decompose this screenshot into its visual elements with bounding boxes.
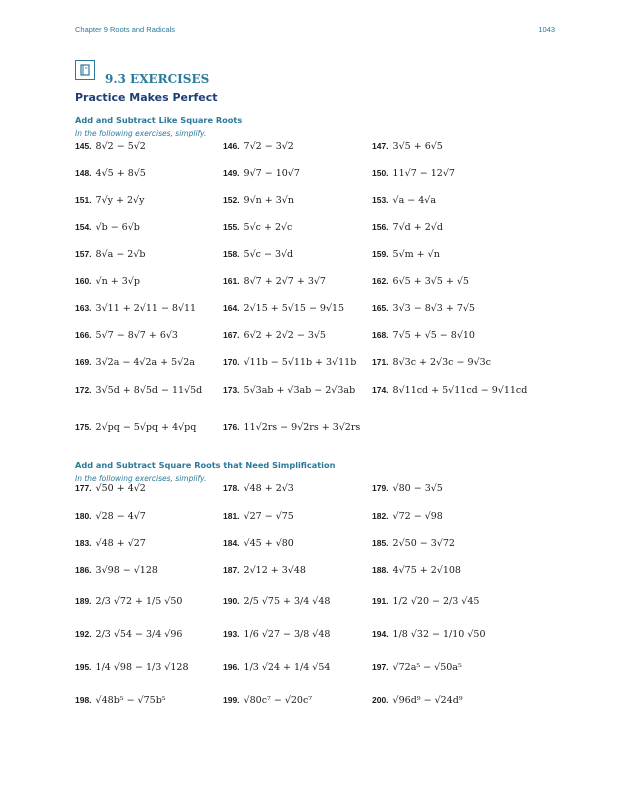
exercise-item	[223, 564, 306, 577]
exercise-number: 189.	[75, 596, 92, 606]
exercise-number: 178.	[223, 483, 240, 493]
exercise-item	[372, 356, 491, 369]
exercise-number: 168.	[372, 330, 389, 340]
exercise-item	[75, 329, 178, 342]
exercise-number: 183.	[75, 538, 92, 548]
exercise-expression: 8√3c + 2√3c − 9√3c	[392, 357, 491, 368]
exercise-item	[223, 384, 355, 397]
exercise-item	[75, 421, 196, 434]
exercise-expression: √b − 6√b	[95, 222, 140, 233]
exercise-expression: 3√5d + 8√5d − 11√5d	[95, 385, 203, 396]
exercise-number: 188.	[372, 565, 389, 575]
exercise-item	[75, 628, 182, 641]
exercise-number: 151.	[75, 195, 92, 205]
exercise-item	[372, 537, 455, 550]
exercise-item	[223, 661, 330, 674]
exercise-number: 164.	[223, 303, 240, 313]
exercise-item	[75, 140, 146, 153]
group-instruction: In the following exercises, simplify.	[75, 474, 207, 483]
exercise-expression: 8√2 − 5√2	[95, 141, 146, 152]
exercise-expression: 2√pq − 5√pq + 4√pq	[95, 422, 197, 433]
exercise-number: 185.	[372, 538, 389, 548]
exercise-item	[372, 595, 479, 608]
exercise-number: 159.	[372, 249, 389, 259]
exercise-item	[75, 248, 146, 261]
exercise-expression: 2/3 √54 − 3/4 √96	[95, 629, 183, 640]
page-number: 1043	[538, 25, 555, 34]
exercise-item	[223, 248, 293, 261]
exercise-expression: 4√5 + 8√5	[95, 168, 146, 179]
exercise-item	[372, 482, 443, 495]
exercise-expression: 9√7 − 10√7	[243, 168, 300, 179]
exercise-number: 163.	[75, 303, 92, 313]
exercise-item	[372, 248, 440, 261]
exercise-expression: 5√3ab + √3ab − 2√3ab	[243, 385, 356, 396]
exercise-item	[223, 482, 294, 495]
group-heading: Add and Subtract Square Roots that Need Simplification	[75, 460, 336, 470]
exercise-expression: 3√11 + 2√11 − 8√11	[95, 303, 197, 314]
exercise-expression: 8√11cd + 5√11cd − 9√11cd	[392, 385, 528, 396]
exercise-expression: √72a⁵ − √50a⁵	[392, 662, 462, 673]
exercise-number: 157.	[75, 249, 92, 259]
exercise-expression: 8√a − 2√b	[95, 249, 146, 260]
exercise-expression: √72 − √98	[392, 511, 443, 522]
exercise-expression: 11√7 − 12√7	[392, 168, 455, 179]
exercise-number: 173.	[223, 385, 240, 395]
exercise-item	[372, 384, 527, 397]
exercise-expression: 5√7 − 8√7 + 6√3	[95, 330, 178, 341]
exercise-number: 154.	[75, 222, 92, 232]
exercise-number: 165.	[372, 303, 389, 313]
exercise-number: 197.	[372, 662, 389, 672]
exercise-number: 195.	[75, 662, 92, 672]
exercise-item	[372, 275, 469, 288]
group-instruction: In the following exercises, simplify.	[75, 129, 207, 138]
exercise-expression: 1/4 √98 − 1/3 √128	[95, 662, 189, 673]
exercise-number: 198.	[75, 695, 92, 705]
exercise-expression: √80 − 3√5	[392, 483, 443, 494]
exercise-item	[372, 510, 443, 523]
exercise-expression: 6√2 + 2√2 − 3√5	[243, 330, 326, 341]
exercise-number: 196.	[223, 662, 240, 672]
exercise-item	[223, 694, 312, 707]
exercise-expression: 3√98 − √128	[95, 565, 158, 576]
exercise-expression: √50 + 4√2	[95, 483, 146, 494]
exercise-number: 167.	[223, 330, 240, 340]
exercise-expression: 3√2a − 4√2a + 5√2a	[95, 357, 195, 368]
exercise-number: 181.	[223, 511, 240, 521]
exercise-item	[75, 194, 144, 207]
chapter-header: Chapter 9 Roots and Radicals	[75, 25, 176, 34]
exercise-number: 180.	[75, 511, 92, 521]
exercise-expression: 8√7 + 2√7 + 3√7	[243, 276, 326, 287]
exercise-item	[372, 628, 486, 641]
exercise-expression: 2/3 √72 + 1/5 √50	[95, 596, 183, 607]
exercise-number: 182.	[372, 511, 389, 521]
exercise-number: 171.	[372, 357, 389, 367]
exercise-expression: 4√75 + 2√108	[392, 565, 461, 576]
exercise-item	[223, 329, 326, 342]
exercise-item	[372, 221, 443, 234]
exercise-expression: 5√c − 3√d	[243, 249, 294, 260]
exercise-number: 199.	[223, 695, 240, 705]
exercise-expression: 1/2 √20 − 2/3 √45	[392, 596, 480, 607]
exercise-number: 160.	[75, 276, 92, 286]
exercise-item	[75, 384, 202, 397]
exercise-item	[372, 564, 461, 577]
exercise-number: 186.	[75, 565, 92, 575]
exercise-number: 172.	[75, 385, 92, 395]
exercise-expression: √27 − √75	[243, 511, 294, 522]
exercise-number: 161.	[223, 276, 240, 286]
exercise-item	[372, 140, 443, 153]
exercise-item	[75, 564, 158, 577]
exercise-expression: 11√2rs − 9√2rs + 3√2rs	[243, 422, 361, 433]
exercise-item	[75, 356, 195, 369]
exercise-item	[223, 421, 360, 434]
exercise-number: 184.	[223, 538, 240, 548]
exercise-item	[372, 661, 462, 674]
exercise-number: 179.	[372, 483, 389, 493]
exercise-number: 153.	[372, 195, 389, 205]
notebook-icon	[75, 60, 95, 80]
exercise-expression: √28 − 4√7	[95, 511, 146, 522]
exercise-number: 175.	[75, 422, 92, 432]
exercise-item	[372, 167, 455, 180]
exercise-number: 147.	[372, 141, 389, 151]
exercise-item	[223, 595, 330, 608]
exercise-expression: √96d⁹ − √24d⁹	[392, 695, 463, 706]
exercise-number: 145.	[75, 141, 92, 151]
exercise-number: 166.	[75, 330, 92, 340]
group-heading: Add and Subtract Like Square Roots	[75, 115, 243, 125]
exercise-expression: 1/3 √24 + 1/4 √54	[243, 662, 331, 673]
exercise-number: 191.	[372, 596, 389, 606]
exercise-expression: 7√5 + √5 − 8√10	[392, 330, 475, 341]
exercise-number: 155.	[223, 222, 240, 232]
exercise-expression: 2/5 √75 + 3/4 √48	[243, 596, 331, 607]
exercise-item	[223, 275, 326, 288]
exercise-item	[75, 167, 146, 180]
exercise-number: 149.	[223, 168, 240, 178]
exercise-number: 152.	[223, 195, 240, 205]
exercise-number: 176.	[223, 422, 240, 432]
exercise-item	[372, 194, 436, 207]
exercise-number: 194.	[372, 629, 389, 639]
exercise-number: 190.	[223, 596, 240, 606]
exercise-expression: 1/6 √27 − 3/8 √48	[243, 629, 331, 640]
exercise-item	[223, 140, 294, 153]
exercise-item	[75, 221, 140, 234]
exercise-item	[372, 694, 463, 707]
exercise-item	[75, 482, 146, 495]
section-subtitle: Practice Makes Perfect	[75, 91, 218, 104]
exercise-item	[223, 302, 344, 315]
exercise-expression: 7√d + 2√d	[392, 222, 443, 233]
exercise-expression: √45 + √80	[243, 538, 294, 549]
exercise-number: 156.	[372, 222, 389, 232]
exercise-number: 192.	[75, 629, 92, 639]
exercise-number: 170.	[223, 357, 240, 367]
exercise-expression: 3√5 + 6√5	[392, 141, 443, 152]
exercise-expression: 7√2 − 3√2	[243, 141, 294, 152]
exercise-number: 162.	[372, 276, 389, 286]
exercise-number: 169.	[75, 357, 92, 367]
exercise-item	[75, 694, 166, 707]
exercise-item	[75, 510, 146, 523]
exercise-expression: 9√n + 3√n	[243, 195, 294, 206]
exercise-expression: √a − 4√a	[392, 195, 437, 206]
exercise-expression: √48b⁵ − √75b⁵	[95, 695, 166, 706]
exercise-number: 158.	[223, 249, 240, 259]
exercise-number: 150.	[372, 168, 389, 178]
exercise-expression: √80c⁷ − √20c⁷	[243, 695, 313, 706]
exercise-number: 187.	[223, 565, 240, 575]
exercise-number: 193.	[223, 629, 240, 639]
exercise-expression: 5√c + 2√c	[243, 222, 293, 233]
exercise-item	[223, 356, 356, 369]
exercise-expression: √48 + √27	[95, 538, 146, 549]
exercise-expression: 3√3 − 8√3 + 7√5	[392, 303, 475, 314]
exercise-expression: √n + 3√p	[95, 276, 140, 287]
exercise-expression: 2√12 + 3√48	[243, 565, 306, 576]
exercise-item	[372, 302, 475, 315]
exercise-item	[75, 275, 140, 288]
exercise-number: 174.	[372, 385, 389, 395]
exercise-item	[372, 329, 475, 342]
exercise-item	[75, 661, 189, 674]
exercise-expression: 5√m + √n	[392, 249, 440, 260]
exercise-item	[223, 221, 292, 234]
exercise-expression: √11b − 5√11b + 3√11b	[243, 357, 357, 368]
exercise-number: 200.	[372, 695, 389, 705]
exercise-item	[75, 595, 182, 608]
exercise-expression: 2√50 − 3√72	[392, 538, 455, 549]
exercise-number: 146.	[223, 141, 240, 151]
exercise-number: 148.	[75, 168, 92, 178]
exercise-item	[223, 628, 330, 641]
exercise-number: 177.	[75, 483, 92, 493]
exercise-item	[223, 510, 294, 523]
exercise-expression: 2√15 + 5√15 − 9√15	[243, 303, 345, 314]
exercise-item	[223, 537, 294, 550]
exercise-expression: √48 + 2√3	[243, 483, 294, 494]
exercise-expression: 6√5 + 3√5 + √5	[392, 276, 469, 287]
section-title: 9.3 EXERCISES	[105, 72, 210, 86]
exercise-expression: 7√y + 2√y	[95, 195, 145, 206]
exercise-item	[223, 167, 300, 180]
exercise-item	[75, 302, 196, 315]
exercise-item	[223, 194, 294, 207]
exercise-item	[75, 537, 146, 550]
exercise-expression: 1/8 √32 − 1/10 √50	[392, 629, 486, 640]
